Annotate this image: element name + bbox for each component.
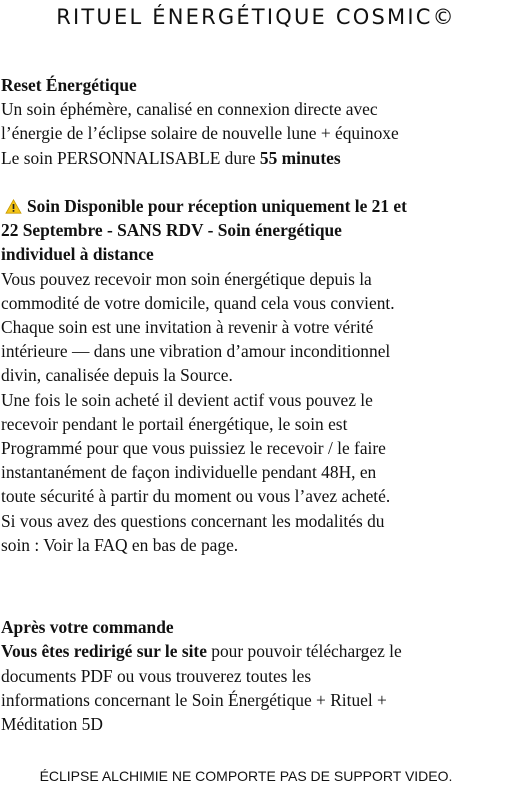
body-line: Vous pouvez recevoir mon soin énergétique depuis la <box>1 268 372 289</box>
body-line: soin : Voir la FAQ en bas de page. <box>1 534 239 555</box>
text-line: documents PDF ou vous trouverez toutes les <box>1 665 312 686</box>
section-heading-reset: Reset Énergétique <box>1 75 137 95</box>
body-line: Programmé pour que vous puissiez le recevoir / le faire <box>1 438 386 459</box>
notice-line: individuel à distance <box>1 244 154 265</box>
notice-line: 22 Septembre - SANS RDV - Soin énergétique <box>1 220 342 241</box>
section-heading-after-order: Après votre commande <box>1 617 174 638</box>
body-line: intérieure — dans une vibration d’amour inconditionnel <box>1 341 391 362</box>
body-line: Si vous avez des questions concernant les modalités du <box>1 510 385 531</box>
body-line: divin, canalisée depuis la Source. <box>1 365 233 386</box>
duration-prefix: Le soin PERSONNALISABLE dure <box>1 147 260 168</box>
redirect-bold: Vous êtes redirigé sur le site <box>1 641 207 662</box>
product-description <box>1 73 509 736</box>
redirect-line <box>1 639 509 663</box>
redirect-rest: pour pouvoir téléchargez le <box>206 641 402 662</box>
body-line: Chaque soin est une invitation à revenir à votre vérité <box>1 317 374 338</box>
duration-value: 55 minutes <box>259 147 341 168</box>
page-title: RITUEL ÉNERGÉTIQUE COSMIC© <box>56 5 456 29</box>
footer-note: ÉCLIPSE ALCHIMIE NE COMPORTE PAS DE SUPPORT VIDEO. <box>39 768 453 784</box>
warning-icon <box>5 199 22 214</box>
duration-line <box>1 146 509 170</box>
body-line: recevoir pendant le portail énergétique, le soin est <box>1 413 348 434</box>
text-line: Un soin éphémère, canalisé en connexion directe avec <box>1 99 378 120</box>
text-line: l’énergie de l’éclipse solaire de nouvelle lune + équinoxe <box>1 123 399 144</box>
availability-notice <box>1 194 509 218</box>
notice-line: Soin Disponible pour réception uniquement le 21 et <box>27 196 407 216</box>
body-line: commodité de votre domicile, quand cela vous convient. <box>1 292 395 313</box>
text-line: informations concernant le Soin Énergétique + Rituel + <box>1 689 387 710</box>
body-line: toute sécurité à partir du moment ou vous l’avez acheté. <box>1 486 391 507</box>
body-line: Une fois le soin acheté il devient actif vous pouvez le <box>1 389 373 410</box>
body-line: instantanément de façon individuelle pendant 48H, en <box>1 462 377 483</box>
text-line: Méditation 5D <box>1 714 103 735</box>
